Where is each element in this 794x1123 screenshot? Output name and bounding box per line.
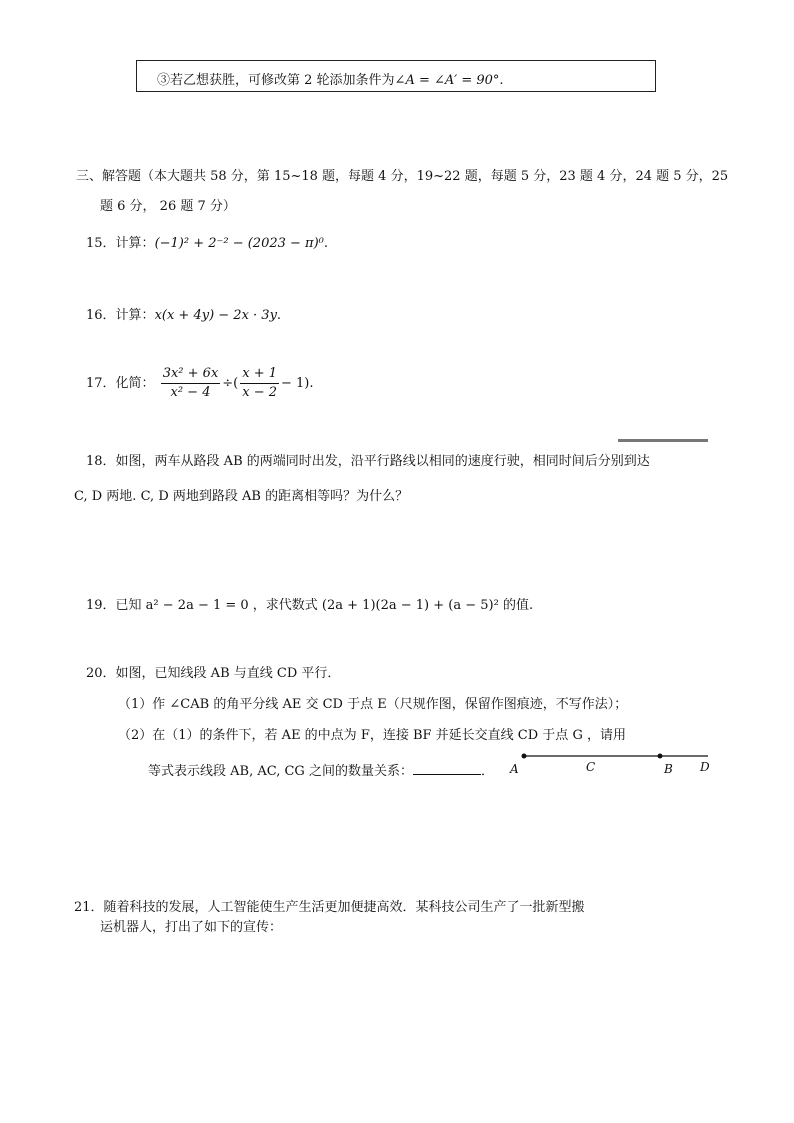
question-17 bbox=[86, 365, 314, 402]
point-b-dot bbox=[658, 754, 663, 759]
q15-number: 15． bbox=[86, 236, 116, 251]
q17-fraction-2-denominator: x − 2 bbox=[242, 385, 278, 400]
question-18-line1: 18．如图，两车从路段 AB 的两端同时出发，沿平行路线以相同的速度行驶，相同时间后分别到达 bbox=[86, 454, 650, 469]
question-15 bbox=[86, 232, 328, 251]
question-21-line1: 21．随着科技的发展，人工智能使生产生活更加便捷高效．某科技公司生产了一批新型搬 bbox=[74, 900, 585, 915]
answer-blank[interactable] bbox=[413, 762, 481, 775]
q16-expression: x(x + 4y) − 2x · 3y bbox=[154, 308, 277, 323]
q17-end: . bbox=[309, 376, 314, 391]
question-21-line2: 运机器人，打出了如下的宣传： bbox=[100, 920, 283, 935]
q20-line4-end: ． bbox=[480, 764, 494, 779]
q17-fraction-1-denominator: x² − 4 bbox=[170, 385, 211, 400]
label-c: C bbox=[586, 760, 596, 774]
q17-label: 化简： bbox=[115, 376, 155, 391]
condition-box bbox=[136, 60, 656, 92]
question-20-line2: （1）作 ∠CAB 的角平分线 AE 交 CD 于点 E（尺规作图，保留作图痕迹，不写作法）； bbox=[118, 697, 628, 712]
label-d: D bbox=[700, 760, 710, 774]
section-header-line1: 三、解答题（本大题共 58 分，第 15~18 题，每题 4 分，19~22 题，每题 5 分，23 题 4 分，24 题 5 分，25 bbox=[76, 169, 729, 184]
question-19: 19．已知 a² − 2a − 1 = 0 ，求代数式 (2a + 1)(2a − 1) + (a − 5)² 的值. bbox=[86, 598, 534, 613]
condition-prefix: ③若乙想获胜，可修改第 2 轮添加条件为 bbox=[157, 73, 395, 88]
point-a-dot bbox=[522, 754, 527, 759]
q17-fraction-2-numerator: x + 1 bbox=[240, 365, 279, 384]
condition-end: . bbox=[499, 73, 504, 88]
label-a: A bbox=[510, 762, 519, 776]
question-20-line4 bbox=[148, 760, 494, 779]
q16-end: . bbox=[276, 308, 282, 323]
question-20-line1: 20．如图，已知线段 AB 与直线 CD 平行． bbox=[86, 666, 341, 681]
section-header-line2: 题 6 分， 26 题 7 分） bbox=[100, 199, 236, 214]
q17-fraction-1 bbox=[161, 365, 221, 402]
question-16 bbox=[86, 304, 281, 323]
q16-label: 计算： bbox=[115, 308, 155, 323]
label-b: B bbox=[664, 762, 673, 776]
figure-bar bbox=[618, 439, 708, 442]
q20-figure bbox=[500, 748, 712, 768]
q15-expression: (−1)² + 2⁻² − (2023 − π)⁰ bbox=[154, 236, 324, 251]
condition-text bbox=[157, 69, 504, 88]
condition-formula: ∠A = ∠A′ = 90° bbox=[394, 73, 500, 88]
q15-end: . bbox=[323, 236, 329, 251]
question-18-line2: C, D 两地. C, D 两地到路段 AB 的距离相等吗？为什么？ bbox=[74, 489, 409, 504]
q17-tail: − 1) bbox=[281, 376, 310, 391]
question-20-line3: （2）在（1）的条件下，若 AE 的中点为 F，连接 BF 并延长交直线 CD 于点 G ，请用 bbox=[118, 728, 626, 743]
q15-label: 计算： bbox=[115, 236, 155, 251]
q17-number: 17． bbox=[86, 376, 116, 391]
q20-line4-text: 等式表示线段 AB, AC, CG 之间的数量关系： bbox=[148, 764, 413, 779]
q16-number: 16． bbox=[86, 308, 116, 323]
q17-divide: ÷( bbox=[222, 376, 239, 391]
q17-fraction-2 bbox=[240, 365, 279, 402]
q17-fraction-1-numerator: 3x² + 6x bbox=[161, 365, 221, 384]
